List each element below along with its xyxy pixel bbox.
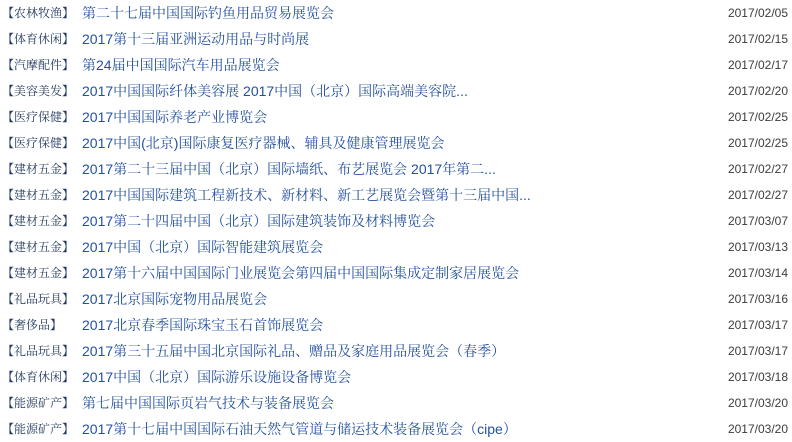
exhibition-row — [0, 0, 792, 26]
category-link[interactable]: 【建材五金】 — [2, 214, 75, 228]
exhibition-title-link[interactable]: 2017第二十四届中国（北京）国际建筑装饰及材料博览会 — [82, 213, 436, 229]
start-date-label: 2017/03/13 — [727, 240, 788, 254]
category-link[interactable]: 【礼品玩具】 — [2, 344, 75, 358]
category-link[interactable]: 【农林牧渔】 — [2, 6, 75, 20]
start-date-label: 2017/02/17 — [727, 58, 788, 72]
exhibition-row — [0, 338, 792, 364]
exhibition-row — [0, 390, 792, 416]
exhibition-title-link[interactable]: 2017第十六届中国国际门业展览会第四届中国国际集成定制家居展览会 — [82, 265, 520, 281]
category-link[interactable]: 【能源矿产】 — [2, 422, 75, 436]
start-date-label: 2017/03/14 — [727, 266, 788, 280]
start-date-label: 2017/03/20 — [727, 422, 788, 436]
exhibition-title-link[interactable]: 2017北京国际宠物用品展览会 — [82, 291, 268, 307]
start-date-label: 2017/02/25 — [727, 110, 788, 124]
exhibition-row — [0, 156, 792, 182]
category-link[interactable]: 【礼品玩具】 — [2, 292, 75, 306]
category-link[interactable]: 【汽摩配件】 — [2, 58, 75, 72]
exhibition-row — [0, 104, 792, 130]
category-link[interactable]: 【能源矿产】 — [2, 396, 75, 410]
start-date-label: 2017/03/18 — [727, 370, 788, 384]
exhibition-title-link[interactable]: 第二十七届中国国际钓鱼用品贸易展览会 — [82, 5, 334, 21]
exhibition-row — [0, 312, 792, 338]
exhibition-row — [0, 286, 792, 312]
category-link[interactable]: 【奢侈品】 — [2, 318, 63, 332]
exhibition-title-link[interactable]: 2017第二十三届中国（北京）国际墙纸、布艺展览会 2017年第二... — [82, 161, 496, 177]
exhibition-row — [0, 78, 792, 104]
category-link[interactable]: 【医疗保健】 — [2, 110, 75, 124]
start-date-label: 2017/03/16 — [727, 292, 788, 306]
category-link[interactable]: 【医疗保健】 — [2, 136, 75, 150]
start-date-label: 2017/03/07 — [727, 214, 788, 228]
exhibition-row — [0, 416, 792, 442]
exhibition-title-link[interactable]: 2017第十三届亚洲运动用品与时尚展 — [82, 31, 310, 47]
category-link[interactable]: 【建材五金】 — [2, 266, 75, 280]
category-link[interactable]: 【建材五金】 — [2, 188, 75, 202]
start-date-label: 2017/03/20 — [727, 396, 788, 410]
exhibition-title-link[interactable]: 第24届中国国际汽车用品展览会 — [82, 57, 280, 73]
exhibition-title-link[interactable]: 2017中国（北京）国际智能建筑展览会 — [82, 239, 324, 255]
start-date-label: 2017/03/17 — [727, 318, 788, 332]
exhibition-title-link[interactable]: 2017中国国际建筑工程新技术、新材料、新工艺展览会暨第十三届中国... — [82, 187, 531, 203]
exhibition-title-link[interactable]: 2017中国国际纤体美容展 2017中国（北京）国际高端美容院... — [82, 83, 468, 99]
start-date-label: 2017/03/17 — [727, 344, 788, 358]
exhibition-row — [0, 52, 792, 78]
exhibition-row — [0, 260, 792, 286]
exhibition-row — [0, 26, 792, 52]
start-date-label: 2017/02/25 — [727, 136, 788, 150]
exhibition-row — [0, 182, 792, 208]
exhibition-title-link[interactable]: 2017北京春季国际珠宝玉石首饰展览会 — [82, 317, 324, 333]
exhibition-title-link[interactable]: 2017中国（北京）国际游乐设施设备博览会 — [82, 369, 352, 385]
exhibition-row — [0, 130, 792, 156]
exhibition-title-link[interactable]: 2017第十七届中国国际石油天然气管道与储运技术装备展览会（cipe） — [82, 421, 517, 437]
start-date-label: 2017/02/15 — [727, 32, 788, 46]
category-link[interactable]: 【建材五金】 — [2, 240, 75, 254]
exhibition-title-link[interactable]: 2017第三十五届中国北京国际礼品、赠品及家庭用品展览会（春季） — [82, 343, 506, 359]
start-date-label: 2017/02/27 — [727, 188, 788, 202]
exhibition-row — [0, 364, 792, 390]
exhibition-title-link[interactable]: 2017中国(北京)国际康复医疗器械、辅具及健康管理展览会 — [82, 135, 445, 151]
start-date-label: 2017/02/05 — [727, 6, 788, 20]
category-link[interactable]: 【体育休闲】 — [2, 370, 75, 384]
exhibition-row — [0, 208, 792, 234]
category-link[interactable]: 【体育休闲】 — [2, 32, 75, 46]
category-link[interactable]: 【美容美发】 — [2, 84, 75, 98]
exhibition-title-link[interactable]: 第七届中国国际页岩气技术与装备展览会 — [82, 395, 334, 411]
exhibition-row — [0, 234, 792, 260]
exhibition-title-link[interactable]: 2017中国国际养老产业博览会 — [82, 109, 268, 125]
category-link[interactable]: 【建材五金】 — [2, 162, 75, 176]
start-date-label: 2017/02/20 — [727, 84, 788, 98]
start-date-label: 2017/02/27 — [727, 162, 788, 176]
